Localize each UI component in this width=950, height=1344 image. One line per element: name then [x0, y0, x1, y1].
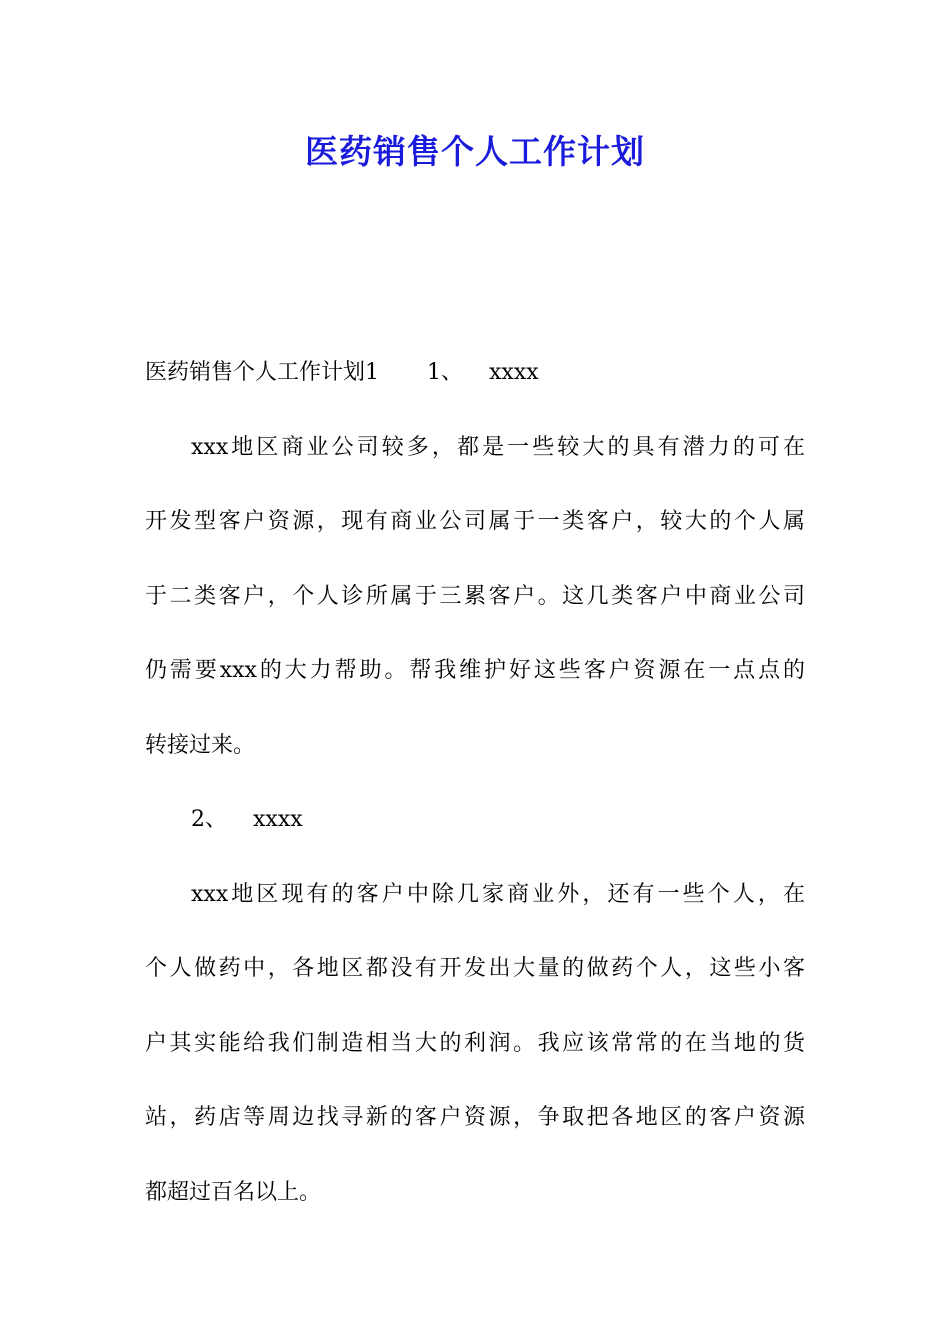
heading-line — [145, 336, 805, 411]
heading-label: 医药销售个人工作计划1 — [145, 360, 379, 385]
paragraph-1-line: 于二类客户，个人诊所属于三累客户。这几类客户中商业公司 — [145, 583, 805, 609]
paragraph-1-line: xxx地区商业公司较多，都是一些较大的具有潜力的可在 — [191, 434, 805, 460]
paragraph-2-line: 个人做药中，各地区都没有开发出大量的做药个人，这些小客 — [145, 956, 805, 981]
document-title: 医药销售个人工作计划 — [305, 132, 645, 171]
paragraph-1-line: 仍需要xxx的大力帮助。帮我维护好这些客户资源在一点点的 — [145, 658, 805, 683]
heading-item-number: 1、 — [427, 360, 463, 385]
paragraph-2-line: 站，药店等周边找寻新的客户资源，争取把各地区的客户资源 — [145, 1105, 805, 1130]
paragraph-1-line: 开发型客户资源，现有商业公司属于一类客户，较大的个人属 — [145, 509, 805, 534]
paragraph-2-line: 户其实能给我们制造相当大的利润。我应该常常的在当地的货 — [145, 1030, 805, 1056]
section-2-text: xxxx — [253, 807, 303, 832]
paragraph-2-line: 都超过百名以上。 — [145, 1179, 322, 1205]
paragraph-1-line: 转接过来。 — [145, 732, 256, 758]
document-body — [145, 336, 805, 1230]
paragraph-2-line: xxx地区现有的客户中除几家商业外，还有一些个人，在 — [191, 881, 805, 907]
heading-item-text: xxxx — [489, 360, 539, 385]
section-2-heading — [145, 783, 805, 858]
section-2-number: 2、 — [191, 807, 227, 832]
